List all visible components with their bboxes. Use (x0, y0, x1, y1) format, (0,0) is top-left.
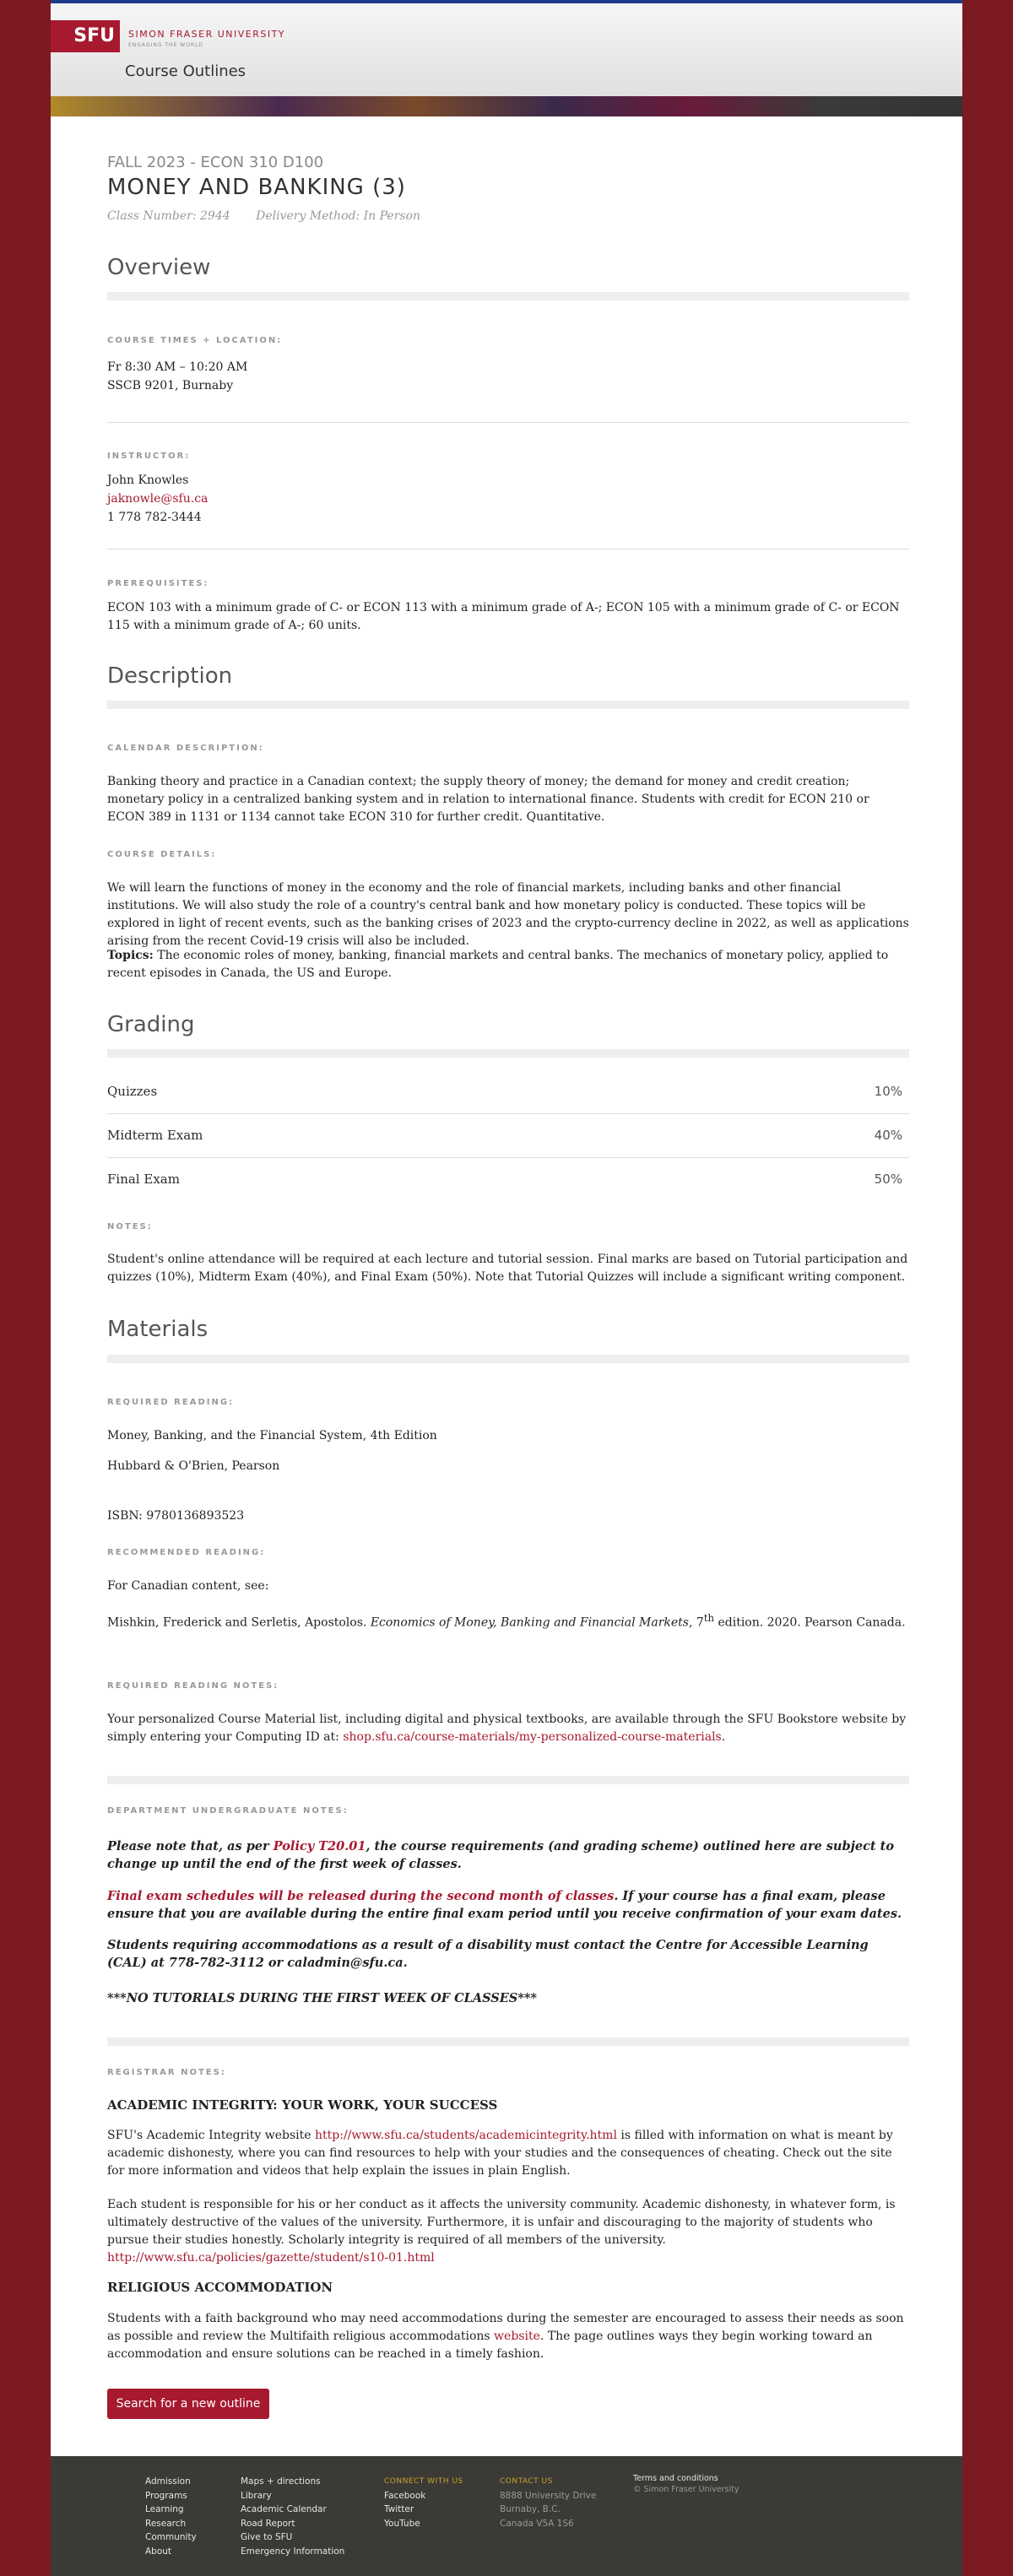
footer-link[interactable]: Road Report (241, 2518, 295, 2529)
page (51, 0, 962, 2576)
integrity-text: SFU's Academic Integrity website (107, 2129, 316, 2142)
description-heading: Description (107, 663, 233, 689)
reading-notes-label: REQUIRED READING NOTES: (107, 1681, 279, 1691)
section-divider (107, 292, 909, 300)
student-policy-link[interactable]: http://www.sfu.ca/policies/gazette/student/s10-01.html (107, 2251, 435, 2265)
overview-heading: Overview (107, 255, 211, 280)
grading-item-name: Final Exam (107, 1172, 180, 1187)
conduct-text: Each student is responsible for his or her conduct as it affects the university community. Academic dishonesty, in whatever form, is ultimately destructive of the values of the university. Furthermore, it is unfair and discouraging to the majority of students who pursue their studies honestly. Scholarly integrity is required of all members of the university. (107, 2198, 896, 2247)
grading-notes-label: NOTES: (107, 1222, 153, 1231)
site-header (51, 3, 962, 96)
site-title[interactable]: Course Outlines (125, 62, 246, 80)
footer-social-link[interactable]: Twitter (384, 2504, 414, 2514)
instructor-name: John Knowles (107, 474, 189, 487)
search-new-outline-button[interactable]: Search for a new outline (107, 2389, 269, 2419)
delivery-method: Delivery Method: In Person (256, 209, 421, 223)
class-number: Class Number: 2944 (107, 209, 230, 223)
footer-link[interactable]: Learning (145, 2504, 184, 2514)
footer-social-link[interactable]: Facebook (384, 2490, 426, 2501)
footer-link[interactable]: Library (241, 2490, 272, 2501)
course-title: MONEY AND BANKING (3) (107, 175, 406, 200)
department-note-policy (107, 1837, 909, 1873)
dept-note-text: . If your course has a final exam, please ensure that you are available during the entire final exam period until you receive confirmation of your exam dates. (107, 1889, 902, 1921)
textbook-title: Money, Banking, and the Financial System, 4th Edition (107, 1429, 437, 1442)
header-banner (51, 96, 962, 116)
recommended-intro: For Canadian content, see: (107, 1579, 269, 1593)
rec-authors: Mishkin, Frederick and Serletis, Apostolos. (107, 1615, 371, 1630)
dept-note-text: , the course requirements (and grading scheme) outlined here are subject to change up until the end of the first week of classes. (107, 1839, 895, 1871)
course-details-label: COURSE DETAILS: (107, 850, 217, 859)
rec-edition: , 7 (689, 1615, 704, 1630)
religious-accommodation-heading: RELIGIOUS ACCOMMODATION (107, 2280, 333, 2295)
footer-link[interactable]: Research (145, 2518, 187, 2529)
connect-heading: CONNECT WITH US (384, 2477, 463, 2486)
grading-item-weight: 40% (874, 1128, 902, 1143)
rec-edition-sup: th (703, 1612, 715, 1624)
course-location: SSCB 9201, Burnaby (107, 379, 234, 392)
section-divider (107, 1776, 909, 1784)
footer-col-contact (500, 2475, 596, 2530)
university-name: SIMON FRASER UNIVERSITY (128, 29, 286, 40)
footer-link[interactable]: Programs (145, 2490, 187, 2501)
grading-item-weight: 10% (874, 1084, 902, 1099)
university-tagline: ENGAGING THE WORLD (128, 42, 204, 48)
footer-col-connect (384, 2475, 463, 2530)
footer-col-legal (633, 2473, 739, 2495)
department-notes-label: DEPARTMENT UNDERGRADUATE NOTES: (107, 1806, 349, 1816)
footer-link[interactable]: Academic Calendar (241, 2504, 327, 2514)
section-divider (107, 2038, 909, 2046)
registrar-notes-label: REGISTRAR NOTES: (107, 2068, 226, 2077)
bookstore-link[interactable]: shop.sfu.ca/course-materials/my-personalized-course-materials (343, 1730, 722, 1744)
grading-item-name: Quizzes (107, 1084, 158, 1099)
calendar-description-label: CALENDAR DESCRIPTION: (107, 744, 264, 753)
instructor-email-link[interactable]: jaknowle@sfu.ca (107, 492, 209, 506)
topics-text (107, 947, 909, 982)
materials-heading: Materials (107, 1317, 209, 1342)
course-details: We will learn the functions of money in the economy and the role of financial markets, including banks and other financial institutions. We will also study the role of a country's central bank and how monetary policy is conducted. These topics will be explored in light of recent events, such as the banking crises of 2023 and the crypto-currency decline in 2022, as well as applications arising from the recent Covid-19 crisis will also be included. (107, 881, 909, 948)
grading-row (107, 1070, 909, 1114)
contact-line: Burnaby, B.C. (500, 2504, 561, 2514)
contact-line: 8888 University Drive (500, 2490, 597, 2501)
dept-note-text: Please note that, as per (107, 1839, 274, 1854)
topics-body: The economic roles of money, banking, financial markets and central banks. The mechanics of monetary policy, applied to recent episodes in Canada, the US and Europe. (107, 949, 889, 980)
section-divider (107, 701, 909, 709)
textbook-authors: Hubbard & O'Brien, Pearson (107, 1459, 280, 1473)
footer-col-resources (241, 2475, 344, 2558)
religious-text: . The page outlines ways they begin working toward an accommodation and ensure solutions can be reached in a timely fashion. (107, 2330, 873, 2361)
recommended-reading-label: RECOMMENDED READING: (107, 1548, 266, 1557)
prerequisites-label: PREREQUISITES: (107, 579, 209, 588)
rec-rest: edition. 2020. Pearson Canada. (714, 1615, 906, 1630)
course-meta (107, 209, 442, 223)
section-divider (107, 1049, 909, 1058)
terms-link[interactable]: Terms and conditions (633, 2474, 718, 2483)
multifaith-website-link[interactable]: website (494, 2330, 540, 2343)
footer-col-main (145, 2475, 197, 2558)
student-conduct-text (107, 2196, 909, 2267)
reading-notes (107, 1711, 909, 1746)
contact-heading: CONTACT US (500, 2477, 553, 2486)
reading-notes-text: Your personalized Course Material list, including digital and physical textbooks, are available through the SFU Bookstore website by simply entering your Computing ID at: (107, 1713, 907, 1744)
department-note-tutorials: ***NO TUTORIALS DURING THE FIRST WEEK OF CLASSES*** (107, 1991, 537, 2005)
textbook-isbn: ISBN: 9780136893523 (107, 1509, 245, 1523)
grading-row (107, 1158, 909, 1201)
policy-link[interactable]: Policy T20.01 (273, 1839, 366, 1854)
section-divider (107, 1355, 909, 1363)
integrity-text: is filled with information on what is meant by academic dishonesty, where you can find resources to help with your studies and the consequences of cheating. Check out the site for more information and videos that help explain the issues in plain English. (107, 2129, 893, 2178)
grading-item-name: Midterm Exam (107, 1128, 203, 1143)
sfu-logo[interactable]: SFU (51, 20, 120, 52)
department-note-exams (107, 1887, 909, 1923)
footer-link[interactable]: About (145, 2546, 172, 2557)
topics-label: Topics: (107, 949, 154, 962)
course-term: FALL 2023 - ECON 310 D100 (107, 154, 324, 171)
reading-notes-end: . (721, 1730, 726, 1744)
instructor-email-row (107, 490, 909, 508)
academic-integrity-heading: ACADEMIC INTEGRITY: YOUR WORK, YOUR SUCCESS (107, 2097, 498, 2113)
religious-accommodation-text (107, 2310, 909, 2363)
contact-line: Canada V5A 1S6 (500, 2518, 574, 2529)
prerequisites-text: ECON 103 with a minimum grade of C- or ECON 113 with a minimum grade of A-; ECON 105 with a minimum grade of C- or ECON 115 with a minimum grade of A-; 60 units. (107, 601, 900, 632)
footer-link[interactable]: Maps + directions (241, 2476, 321, 2487)
course-times-label: COURSE TIMES + LOCATION: (107, 336, 283, 345)
calendar-description: Banking theory and practice in a Canadian context; the supply theory of money; the demand for money and credit creation; monetary policy in a centralized banking system and in relation to international finance. Students with credit for ECON 210 or ECON 389 in 1131 or 1134 cannot take ECON 310 for further credit. Quantitative. (107, 775, 869, 824)
recommended-book (107, 1610, 909, 1632)
copyright: © Simon Fraser University (633, 2485, 739, 2494)
academic-integrity-text (107, 2127, 909, 2180)
footer-link[interactable]: Give to SFU (241, 2532, 293, 2542)
instructor-phone: 1 778 782-3444 (107, 511, 202, 524)
divider (107, 422, 909, 423)
footer-link[interactable]: Emergency Information (241, 2546, 345, 2557)
grading-item-weight: 50% (874, 1172, 902, 1187)
course-time: Fr 8:30 AM – 10:20 AM (107, 360, 248, 374)
grading-notes: Student's online attendance will be required at each lecture and tutorial session. Final marks are based on Tutorial participation and quizzes (10%), Midterm Exam (40%), and Final Exam (50%). Note that Tutorial Quizzes will include a significant writing component. (107, 1253, 908, 1284)
required-reading-label: REQUIRED READING: (107, 1398, 235, 1407)
site-footer (51, 2456, 962, 2576)
religious-text: Students with a faith background who may need accommodations during the semester are encouraged to assess their needs as soon as possible and review the Multifaith religious accommodations (107, 2312, 904, 2343)
grading-row (107, 1114, 909, 1158)
department-note-accommodations: Students requiring accommodations as a result of a disability must contact the Centre for Accessible Learning (CAL) at 778-782-3112 or caladmin@sfu.ca. (107, 1938, 869, 1970)
grading-heading: Grading (107, 1012, 195, 1037)
footer-social-link[interactable]: YouTube (384, 2518, 420, 2529)
footer-link[interactable]: Admission (145, 2476, 191, 2487)
rec-title: Economics of Money, Banking and Financial Markets (370, 1615, 689, 1630)
academic-integrity-link[interactable]: http://www.sfu.ca/students/academicintegrity.html (315, 2129, 617, 2142)
exam-schedule-notice: Final exam schedules will be released during the second month of classes (107, 1889, 615, 1903)
instructor-label: INSTRUCTOR: (107, 452, 191, 461)
footer-link[interactable]: Community (145, 2532, 197, 2542)
